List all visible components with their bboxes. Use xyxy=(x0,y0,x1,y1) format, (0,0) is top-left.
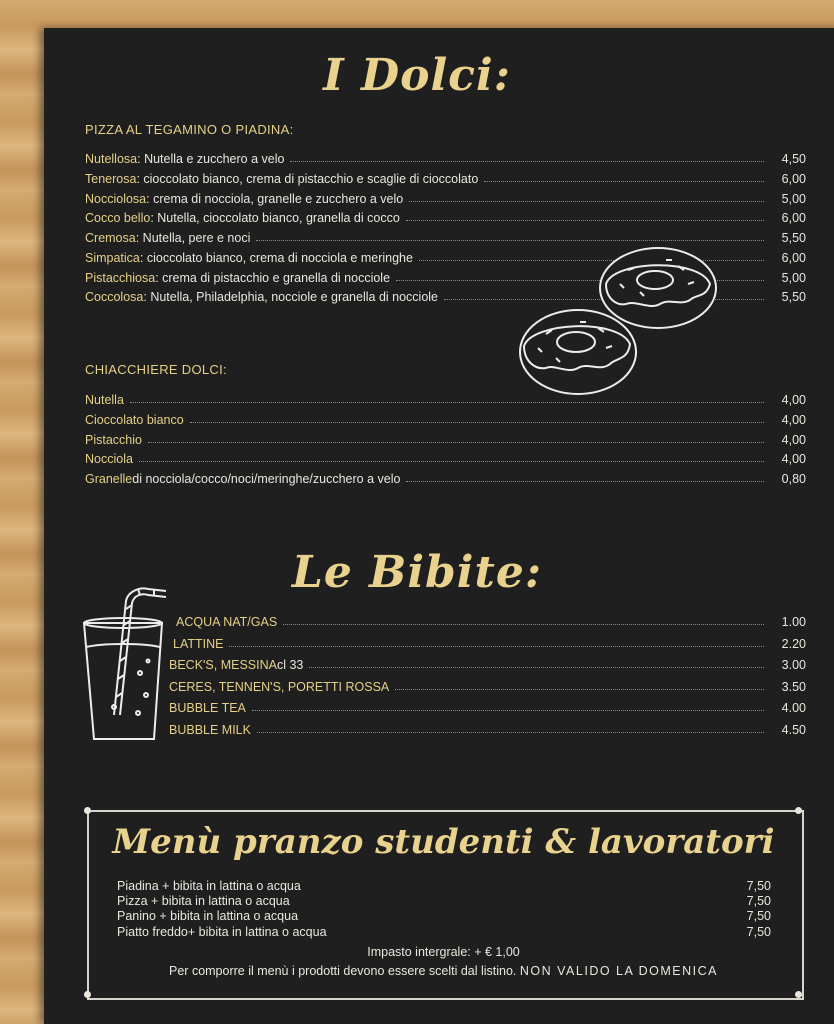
dot-leader xyxy=(406,220,764,221)
item-price: 5,00 xyxy=(781,271,806,285)
item-name: Nutellosa xyxy=(85,152,138,166)
item-price: 6,00 xyxy=(781,251,806,265)
item-price: 4,00 xyxy=(781,433,806,447)
menu-item xyxy=(85,168,806,186)
lunch-item-label: Piatto freddo+ bibita in lattina o acqua xyxy=(117,925,327,939)
item-name: Simpatica xyxy=(85,251,140,265)
item-name: BUBBLE TEA xyxy=(169,701,246,715)
menu-item xyxy=(85,429,806,447)
item-name: Nutella xyxy=(85,393,124,407)
menu-item xyxy=(85,389,806,407)
item-price: 4,00 xyxy=(781,413,806,427)
menu-item xyxy=(85,448,806,466)
item-desc: : Nutella e zucchero a velo xyxy=(137,152,285,166)
item-price: 2.20 xyxy=(781,637,806,651)
lunch-item xyxy=(117,909,771,924)
dot-leader xyxy=(252,710,764,711)
item-price: 4.00 xyxy=(781,701,806,715)
item-desc: di nocciola/cocco/noci/meringhe/zucchero a velo xyxy=(132,472,401,486)
item-desc: : Nutella, cioccolato bianco, granella di cocco xyxy=(150,211,400,225)
item-desc: : cioccolato bianco, crema di pistacchio e scaglie di cioccolato xyxy=(136,172,479,186)
item-price: 6,00 xyxy=(781,172,806,186)
lunch-menu-title: Menù pranzo studenti & lavoratori xyxy=(112,822,775,862)
item-name: Pistacchiosa xyxy=(85,271,156,285)
item-price: 5,50 xyxy=(781,290,806,304)
dot-leader xyxy=(283,624,764,625)
item-name: CERES, TENNEN'S, PORETTI ROSSA xyxy=(169,680,390,694)
item-price: 6,00 xyxy=(781,211,806,225)
item-name: Tenerosa xyxy=(85,172,137,186)
frame-corner-dot xyxy=(84,807,91,814)
pizza-section-label: PIZZA AL TEGAMINO O PIADINA: xyxy=(85,122,294,137)
menu-item xyxy=(85,207,806,225)
item-price: 4.50 xyxy=(781,723,806,737)
frame-corner-dot xyxy=(795,807,802,814)
donuts-illustration xyxy=(510,240,725,410)
lunch-item-price: 7,50 xyxy=(746,894,771,908)
bibite-title: Le Bibite: xyxy=(291,547,543,598)
listino-note: Per comporre il menù i prodotti devono essere scelti dal listino. xyxy=(169,964,517,978)
frame-corner-dot xyxy=(795,991,802,998)
menu-item xyxy=(85,468,806,486)
lunch-item xyxy=(117,925,771,940)
dot-leader xyxy=(409,201,764,202)
item-price: 3.50 xyxy=(781,680,806,694)
dot-leader xyxy=(484,181,764,182)
item-name: Cioccolato bianco xyxy=(85,413,184,427)
item-name: BECK'S, MESSINA xyxy=(169,658,277,672)
dot-leader xyxy=(190,422,764,423)
item-price: 0,80 xyxy=(781,472,806,486)
item-desc: : crema di pistacchio e granella di nocciole xyxy=(155,271,391,285)
dot-leader xyxy=(290,161,764,162)
dot-leader xyxy=(130,402,764,403)
item-desc: : crema di nocciola, granelle e zucchero a velo xyxy=(146,192,404,206)
lunch-item-price: 7,50 xyxy=(746,925,771,939)
menu-item xyxy=(169,719,806,737)
frame-corner-dot xyxy=(84,991,91,998)
lunch-item-label: Pizza + bibita in lattina o acqua xyxy=(117,894,290,908)
dot-leader xyxy=(406,481,764,482)
listino-note-line xyxy=(87,964,800,978)
item-name: Nocciola xyxy=(85,452,133,466)
item-name: Pistacchio xyxy=(85,433,142,447)
domenica-note: NON VALIDO LA DOMENICA xyxy=(519,964,718,978)
lunch-item-label: Panino + bibita in lattina o acqua xyxy=(117,909,299,923)
menu-item xyxy=(85,409,806,427)
item-desc: cl 33 xyxy=(276,658,304,672)
dot-leader xyxy=(139,461,764,462)
lunch-item xyxy=(117,894,771,909)
dot-leader xyxy=(257,732,764,733)
menu-item xyxy=(173,633,806,651)
item-name: Nocciolosa xyxy=(85,192,147,206)
item-name: Cocco bello xyxy=(85,211,151,225)
impasto-note: Impasto intergrale: + € 1,00 xyxy=(367,945,520,959)
lunch-item xyxy=(117,879,771,894)
lunch-item-label: Piadina + bibita in lattina o acqua xyxy=(117,879,301,893)
item-name: BUBBLE MILK xyxy=(169,723,251,737)
item-name: ACQUA NAT/GAS xyxy=(176,615,278,629)
dot-leader xyxy=(229,646,764,647)
item-desc: : cioccolato bianco, crema di nocciola e meringhe xyxy=(139,251,413,265)
donut-icon xyxy=(520,310,636,394)
item-name: Granelle xyxy=(85,472,133,486)
menu-item xyxy=(85,188,806,206)
item-price: 4,00 xyxy=(781,452,806,466)
chiacchiere-section-label: CHIACCHIERE DOLCI: xyxy=(85,362,227,377)
dot-leader xyxy=(148,442,764,443)
item-price: 4,50 xyxy=(781,152,806,166)
lunch-item-price: 7,50 xyxy=(746,879,771,893)
item-price: 3.00 xyxy=(781,658,806,672)
item-name: LATTINE xyxy=(173,637,224,651)
dot-leader xyxy=(309,667,764,668)
item-price: 4,00 xyxy=(781,393,806,407)
menu-item xyxy=(169,654,806,672)
dolci-title: I Dolci: xyxy=(323,50,511,101)
item-name: Cremosa xyxy=(85,231,136,245)
dot-leader xyxy=(395,689,764,690)
item-name: Coccolosa xyxy=(85,290,144,304)
drink-glass-illustration xyxy=(80,583,172,745)
item-desc: : Nutella, pere e noci xyxy=(135,231,251,245)
menu-item xyxy=(85,148,806,166)
item-price: 5,00 xyxy=(781,192,806,206)
lunch-item-price: 7,50 xyxy=(746,909,771,923)
item-price: 1.00 xyxy=(781,615,806,629)
menu-item xyxy=(176,611,806,629)
item-price: 5,50 xyxy=(781,231,806,245)
menu-item xyxy=(169,676,806,694)
straw-icon xyxy=(114,589,166,716)
item-desc: : Nutella, Philadelphia, nocciole e granella di nocciole xyxy=(143,290,439,304)
donut-icon xyxy=(600,248,716,328)
menu-item xyxy=(169,697,806,715)
